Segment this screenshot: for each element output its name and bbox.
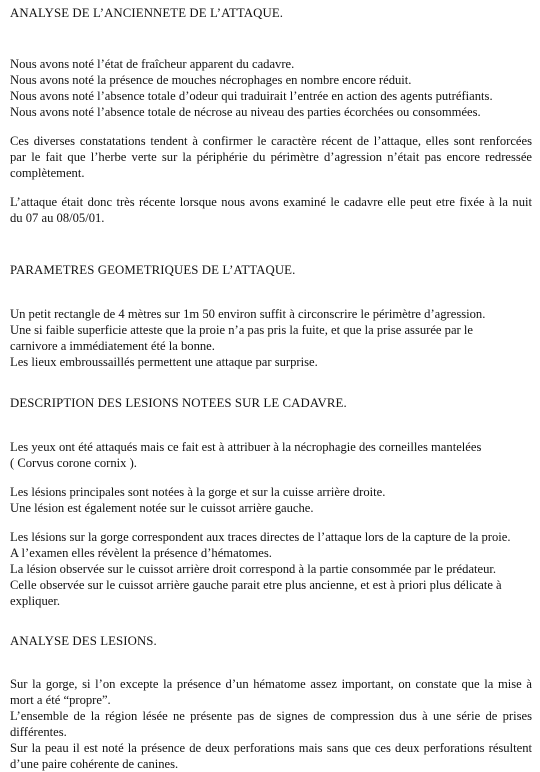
section-heading-analyse-lesions: ANALYSE DES LESIONS. (10, 634, 157, 648)
text-line: du 07 au 08/05/01. (10, 211, 105, 225)
text-line: expliquer. (10, 594, 61, 608)
text-line: Sur la gorge, si l’on excepte la présence d’un hématome assez important, on constate que la mise à (10, 677, 532, 691)
text-line: Celle observée sur le cuissot arrière gauche parait etre plus ancienne, et est à priori plus délicate à (10, 578, 502, 592)
text-line: Nous avons noté l’absence totale d’odeur qui traduirait l’entrée en action des agents putréfiants. (10, 89, 493, 103)
text-line: différentes. (10, 725, 67, 739)
text-line: Un petit rectangle de 4 mètres sur 1m 50 environ suffit à circonscrire le périmètre d’agression. (10, 307, 486, 321)
text-line: Les yeux ont été attaqués mais ce fait est à attribuer à la nécrophagie des corneilles mantelées (10, 440, 482, 454)
text-line: Une si faible superficie atteste que la proie n’a pas pris la fuite, et que la prise assurée par le (10, 323, 473, 337)
text-line: L’attaque était donc très récente lorsque nous avons examiné le cadavre elle peut etre fixée à la nuit (10, 195, 532, 209)
section-heading-parametres: PARAMETRES GEOMETRIQUES DE L’ATTAQUE. (10, 263, 296, 277)
text-line: Sur la peau il est noté la présence de deux perforations mais sans que ces deux perforations résultent (10, 741, 532, 755)
text-line: Les lésions sur la gorge correspondent aux traces directes de l’attaque lors de la capture de la proie. (10, 530, 511, 544)
text-line: L’ensemble de la région lésée ne présente pas de signes de compression dus à une série de prises (10, 709, 532, 723)
text-line: Ces diverses constatations tendent à confirmer le caractère récent de l’attaque, elles sont renforcées (10, 134, 532, 148)
text-line: mort a été “propre”. (10, 693, 111, 707)
text-line: Nous avons noté l’état de fraîcheur apparent du cadavre. (10, 57, 295, 71)
text-line: par le fait que l’herbe verte sur la périphérie du périmètre d’agression n’était pas encore redressée (10, 150, 532, 164)
text-line: ( Corvus corone cornix ). (10, 456, 137, 470)
text-line: Les lésions principales sont notées à la gorge et sur la cuisse arrière droite. (10, 485, 386, 499)
text-line: Nous avons noté l’absence totale de nécrose au niveau des parties écorchées ou consommées. (10, 105, 481, 119)
text-line: Les lieux embroussaillés permettent une attaque par surprise. (10, 355, 318, 369)
section-heading-anciennete: ANALYSE DE L’ANCIENNETE DE L’ATTAQUE. (10, 6, 284, 20)
text-line: carnivore a immédiatement été la bonne. (10, 339, 215, 353)
text-line: La lésion observée sur le cuissot arrière droit correspond à la partie consommée par le prédateur. (10, 562, 497, 576)
section-heading-description: DESCRIPTION DES LESIONS NOTEES SUR LE CADAVRE. (10, 396, 347, 410)
text-line: complètement. (10, 166, 85, 180)
text-line: Nous avons noté la présence de mouches nécrophages en nombre encore réduit. (10, 73, 412, 87)
text-line: d’une paire cohérente de canines. (10, 757, 179, 771)
text-line: A l’examen elles révèlent la présence d’hématomes. (10, 546, 272, 560)
text-line: Une lésion est également notée sur le cuissot arrière gauche. (10, 501, 314, 515)
